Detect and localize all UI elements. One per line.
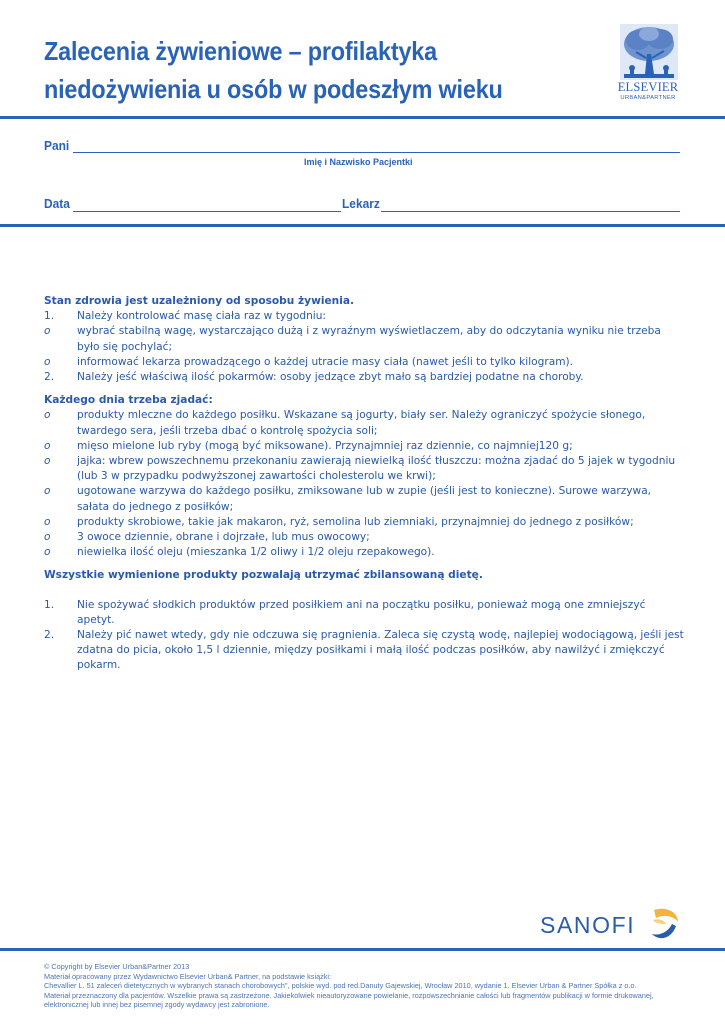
list-item-text: niewielka ilość oleju (mieszanka 1/2 oliwy i 1/2 oleju rzepakowego). xyxy=(77,546,435,559)
form-divider xyxy=(0,224,725,227)
date-label: Data xyxy=(44,196,70,211)
list-marker: o xyxy=(44,546,51,559)
list-marker: o xyxy=(44,531,51,544)
date-field[interactable] xyxy=(73,211,341,212)
list-item-text: produkty skrobiowe, takie jak makaron, ryż, semolina lub ziemniaki, przynajmniej do jednego z posiłków; xyxy=(77,515,634,528)
list-item-text: produkty mleczne do każdego posiłku. Wskazane są jogurty, biały ser. Należy ograniczyć spożycie słonego, twardego sera, jeśli trzeba dbać o kontrolę spożycia soli; xyxy=(77,409,646,437)
list-item xyxy=(44,370,684,385)
list-item xyxy=(44,454,684,484)
section-heading-health: Stan zdrowia jest uzależniony od sposobu żywienia. xyxy=(44,295,355,307)
footer-line: Chevallier L. 51 zaleceń dietetycznych w wybranych stanach chorobowych", polskie wyd. pod red.Danuty Gajewskiej, Wrocław 2010, wydanie 1. Elsevier Urban & Partner Spółka z o.o. xyxy=(44,981,637,990)
list-item xyxy=(44,628,684,674)
document-title xyxy=(44,32,548,108)
header-divider xyxy=(0,116,725,119)
list-item xyxy=(44,355,684,370)
section-1-list xyxy=(44,309,684,385)
list-item xyxy=(44,439,684,454)
list-item-text: 3 owoce dziennie, obrane i dojrzałe, lub mus owocowy; xyxy=(77,531,370,544)
list-marker: o xyxy=(44,355,51,368)
summary-statement: Wszystkie wymienione produkty pozwalają utrzymać zbilansowaną dietę. xyxy=(44,569,483,582)
footer-line: Materiał przeznaczony dla pacjentów. Wszelkie prawa są zastrzeżone. Jakiekolwiek nieautoryzowane powielanie, rozpowszechnianie całości lub fragmentów publikacji w formie drukowanej, elektronicznej lub innej bez pisemnej zgody wydawcy jest zabronione. xyxy=(44,990,654,1009)
sanofi-wordmark: SANOFI xyxy=(540,912,636,938)
list-marker: o xyxy=(44,325,51,338)
list-item-text: Należy kontrolować masę ciała raz w tygodniu: xyxy=(77,310,327,323)
doctor-field[interactable] xyxy=(381,211,680,212)
patient-caption: Imię i Nazwisko Pacjentki xyxy=(304,157,413,167)
elsevier-logo xyxy=(612,24,684,106)
list-marker: 2. xyxy=(44,371,55,384)
list-item xyxy=(44,484,684,514)
list-item-text: informować lekarza prowadzącego o każdej utracie masy ciała (nawet jeśli to tylko kilogram). xyxy=(77,355,574,368)
list-marker: o xyxy=(44,485,51,498)
list-item-text: jajka: wbrew powszechnemu przekonaniu zawierają niewielką ilość tłuszczu: można zjadać do 5 jajek w tygodniu (lub 3 w przypadku podwyższonej zawartości cholesterolu we krwi); xyxy=(77,455,676,483)
title-line-1: Zalecenia żywieniowe – profilaktyka xyxy=(44,36,437,66)
list-item xyxy=(44,408,684,438)
list-item xyxy=(44,309,684,324)
list-item-text: Należy jeść właściwą ilość pokarmów: osoby jedzące zbyt mało są bardziej podatne na choroby. xyxy=(77,371,584,384)
list-item xyxy=(44,530,684,545)
list-item-text: Nie spożywać słodkich produktów przed posiłkiem ani na początku posiłku, ponieważ mogą one zmniejszyć apetyt. xyxy=(77,598,646,626)
footer-divider xyxy=(0,948,725,951)
footer-line: © Copyright by Elsevier Urban&Partner 2013 xyxy=(44,962,190,971)
section-heading-daily: Każdego dnia trzeba zjadać: xyxy=(44,394,213,407)
list-marker: o xyxy=(44,515,51,528)
list-marker: 1. xyxy=(44,310,55,323)
elsevier-subtitle: URBAN&PARTNER xyxy=(620,95,676,101)
elsevier-tree-icon xyxy=(620,24,678,80)
section-2-list xyxy=(44,408,684,560)
list-item-text: wybrać stabilną wagę, wystarczająco dużą i z wyraźnym wyświetlaczem, aby do odczytania wyniku nie trzeba było się pochylać; xyxy=(77,325,661,353)
list-marker: o xyxy=(44,409,51,422)
doctor-label: Lekarz xyxy=(342,196,380,211)
patient-name-field[interactable] xyxy=(73,152,680,153)
list-item xyxy=(44,324,684,354)
patient-label: Pani xyxy=(44,138,70,153)
footer-line: Materiał opracowany przez Wydawnictwo Elsevier Urban& Partner, na podstawie książki: xyxy=(44,971,332,981)
list-item-text: mięso mielone lub ryby (mogą być miksowane). Przynajmniej raz dziennie, co najmniej120 g; xyxy=(77,439,573,452)
title-line-2: niedożywienia u osób w podeszłym wieku xyxy=(44,74,503,104)
recommendations-body xyxy=(44,294,684,674)
list-item xyxy=(44,598,684,628)
list-item-text: ugotowane warzywa do każdego posiłku, zmiksowane lub w zupie (jeśli jest to konieczne). Surowe warzywa, sałata do jednego z posiłków; xyxy=(77,485,652,513)
list-item xyxy=(44,515,684,530)
list-item xyxy=(44,545,684,560)
list-marker: o xyxy=(44,439,51,452)
copyright-footer xyxy=(44,962,689,1010)
sanofi-swirl-icon xyxy=(648,906,682,942)
elsevier-wordmark: ELSEVIER xyxy=(617,80,679,94)
list-item-text: Należy pić nawet wtedy, gdy nie odczuwa się pragnienia. Zaleca się czystą wodę, najlepiej wodociągową, jeśli jest zdatna do picia, około 1,5 l dziennie, między posiłkami i małą ilość podczas posiłków, aby nawilżyć i zmiękczyć pokarm. xyxy=(77,629,684,672)
sanofi-logo xyxy=(540,906,685,942)
list-marker: o xyxy=(44,455,51,468)
list-marker: 1. xyxy=(44,598,55,611)
list-marker: 2. xyxy=(44,629,55,642)
section-3-list xyxy=(44,598,684,674)
